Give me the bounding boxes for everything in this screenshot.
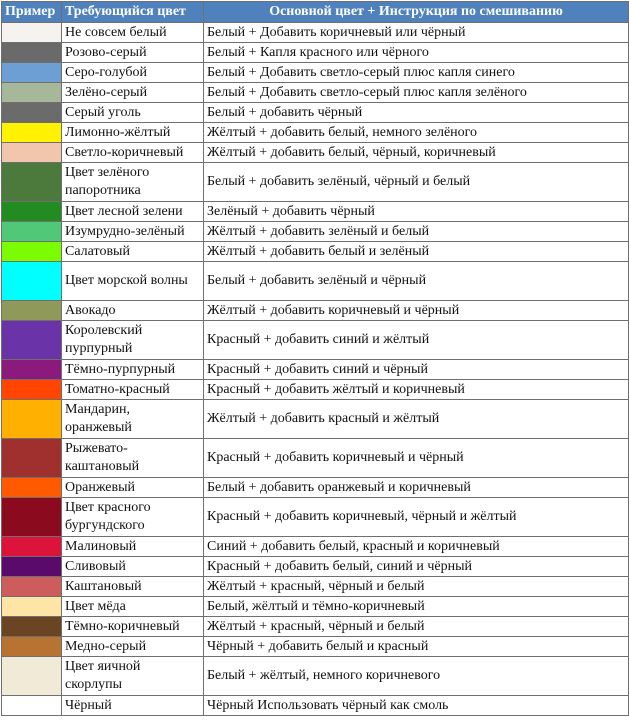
color-name: Салатовый [62,242,204,262]
mixing-instruction: Белый + Капля красного или чёрного [204,43,629,63]
color-swatch [2,439,62,478]
color-name: Медно-серый [62,637,204,657]
color-swatch [2,657,62,696]
table-row [2,439,629,478]
color-name: Светло-коричневый [62,143,204,163]
table-row [2,301,629,321]
table-row [2,360,629,380]
table-row [2,400,629,439]
table-row [2,202,629,222]
table-row [2,696,629,716]
table-row [2,242,629,262]
table-row [2,380,629,400]
color-swatch [2,577,62,597]
mixing-instruction: Белый + добавить оранжевый и коричневый [204,478,629,498]
color-swatch [2,301,62,321]
color-name: Рыжевато-каштановый [62,439,204,478]
mixing-instruction: Красный + добавить синий и жёлтый [204,321,629,360]
mixing-instruction: Белый + Добавить светло-серый плюс капля зелёного [204,83,629,103]
color-name: Королевский пурпурный [62,321,204,360]
color-name: Цвет морской волны [62,262,204,301]
mixing-instruction: Жёлтый + добавить белый и зелёный [204,242,629,262]
color-swatch [2,83,62,103]
color-swatch [2,43,62,63]
mixing-instruction: Красный + добавить белый, синий и чёрный [204,557,629,577]
color-name: Серый уголь [62,103,204,123]
table-row [2,537,629,557]
table-row [2,478,629,498]
mixing-instruction: Чёрный Использовать чёрный как смоль [204,696,629,716]
header-required-color: Требующийся цвет [62,2,204,23]
table-row [2,498,629,537]
color-swatch [2,63,62,83]
color-name: Тёмно-пурпурный [62,360,204,380]
mixing-instruction: Синий + добавить белый, красный и коричневый [204,537,629,557]
mixing-instruction: Красный + добавить синий и чёрный [204,360,629,380]
color-name: Оранжевый [62,478,204,498]
table-row [2,222,629,242]
mixing-instruction: Белый, жёлтый и тёмно-коричневый [204,597,629,617]
table-body [2,23,629,716]
color-swatch [2,498,62,537]
table-row [2,43,629,63]
table-row [2,163,629,202]
table-row [2,657,629,696]
color-name: Цвет мёда [62,597,204,617]
color-swatch [2,400,62,439]
mixing-instruction: Белый + Добавить коричневый или чёрный [204,23,629,43]
color-name: Изумрудно-зелёный [62,222,204,242]
color-name: Не совсем белый [62,23,204,43]
mixing-instruction: Белый + добавить зелёный и чёрный [204,262,629,301]
header-mixing-instruction: Основной цвет + Инструкция по смешиванию [204,2,629,23]
color-swatch [2,380,62,400]
mixing-instruction: Жёлтый + добавить белый, немного зелёного [204,123,629,143]
color-name: Лимонно-жёлтый [62,123,204,143]
color-swatch [2,222,62,242]
color-name: Сливовый [62,557,204,577]
mixing-instruction: Жёлтый + красный, чёрный и белый [204,577,629,597]
mixing-instruction: Белый + Добавить светло-серый плюс капля синего [204,63,629,83]
color-name: Цвет зелёного папоротника [62,163,204,202]
mixing-instruction: Белый + жёлтый, немного коричневого [204,657,629,696]
header-sample: Пример [2,2,62,23]
color-name: Тёмно-коричневый [62,617,204,637]
header-row [2,2,629,23]
mixing-instruction: Красный + добавить коричневый, чёрный и жёлтый [204,498,629,537]
mixing-instruction: Красный + добавить коричневый и чёрный [204,439,629,478]
table-row [2,617,629,637]
color-swatch [2,637,62,657]
color-name: Серо-голубой [62,63,204,83]
color-swatch [2,597,62,617]
mixing-instruction: Жёлтый + добавить белый, чёрный, коричневый [204,143,629,163]
table-row [2,557,629,577]
color-swatch [2,537,62,557]
table-row [2,123,629,143]
color-swatch [2,696,62,716]
table-row [2,597,629,617]
color-swatch [2,262,62,301]
mixing-instruction: Белый + добавить чёрный [204,103,629,123]
table-row [2,143,629,163]
color-swatch [2,557,62,577]
color-name: Цвет яичной скорлупы [62,657,204,696]
table-row [2,63,629,83]
mixing-instruction: Жёлтый + красный, чёрный и белый [204,617,629,637]
table-row [2,577,629,597]
color-swatch [2,23,62,43]
mixing-instruction: Жёлтый + добавить зелёный и белый [204,222,629,242]
color-swatch [2,103,62,123]
mixing-instruction: Жёлтый + добавить красный и жёлтый [204,400,629,439]
color-swatch [2,123,62,143]
color-swatch [2,617,62,637]
color-mixing-table [1,1,629,716]
color-name: Томатно-красный [62,380,204,400]
table-row [2,321,629,360]
mixing-instruction: Красный + добавить жёлтый и коричневый [204,380,629,400]
mixing-instruction: Зелёный + добавить чёрный [204,202,629,222]
color-name: Каштановый [62,577,204,597]
color-name: Зелёно-серый [62,83,204,103]
color-name: Малиновый [62,537,204,557]
color-swatch [2,202,62,222]
table-row [2,262,629,301]
color-swatch [2,478,62,498]
color-swatch [2,163,62,202]
color-swatch [2,143,62,163]
table-row [2,83,629,103]
color-name: Розово-серый [62,43,204,63]
mixing-instruction: Чёрный + добавить белый и красный [204,637,629,657]
color-name: Чёрный [62,696,204,716]
color-name: Авокадо [62,301,204,321]
color-swatch [2,242,62,262]
color-name: Цвет лесной зелени [62,202,204,222]
mixing-instruction: Жёлтый + добавить коричневый и чёрный [204,301,629,321]
mixing-instruction: Белый + добавить зелёный, чёрный и белый [204,163,629,202]
color-swatch [2,360,62,380]
table-row [2,637,629,657]
table-row [2,103,629,123]
color-name: Мандарин, оранжевый [62,400,204,439]
table-row [2,23,629,43]
color-name: Цвет красного бургундского [62,498,204,537]
color-swatch [2,321,62,360]
